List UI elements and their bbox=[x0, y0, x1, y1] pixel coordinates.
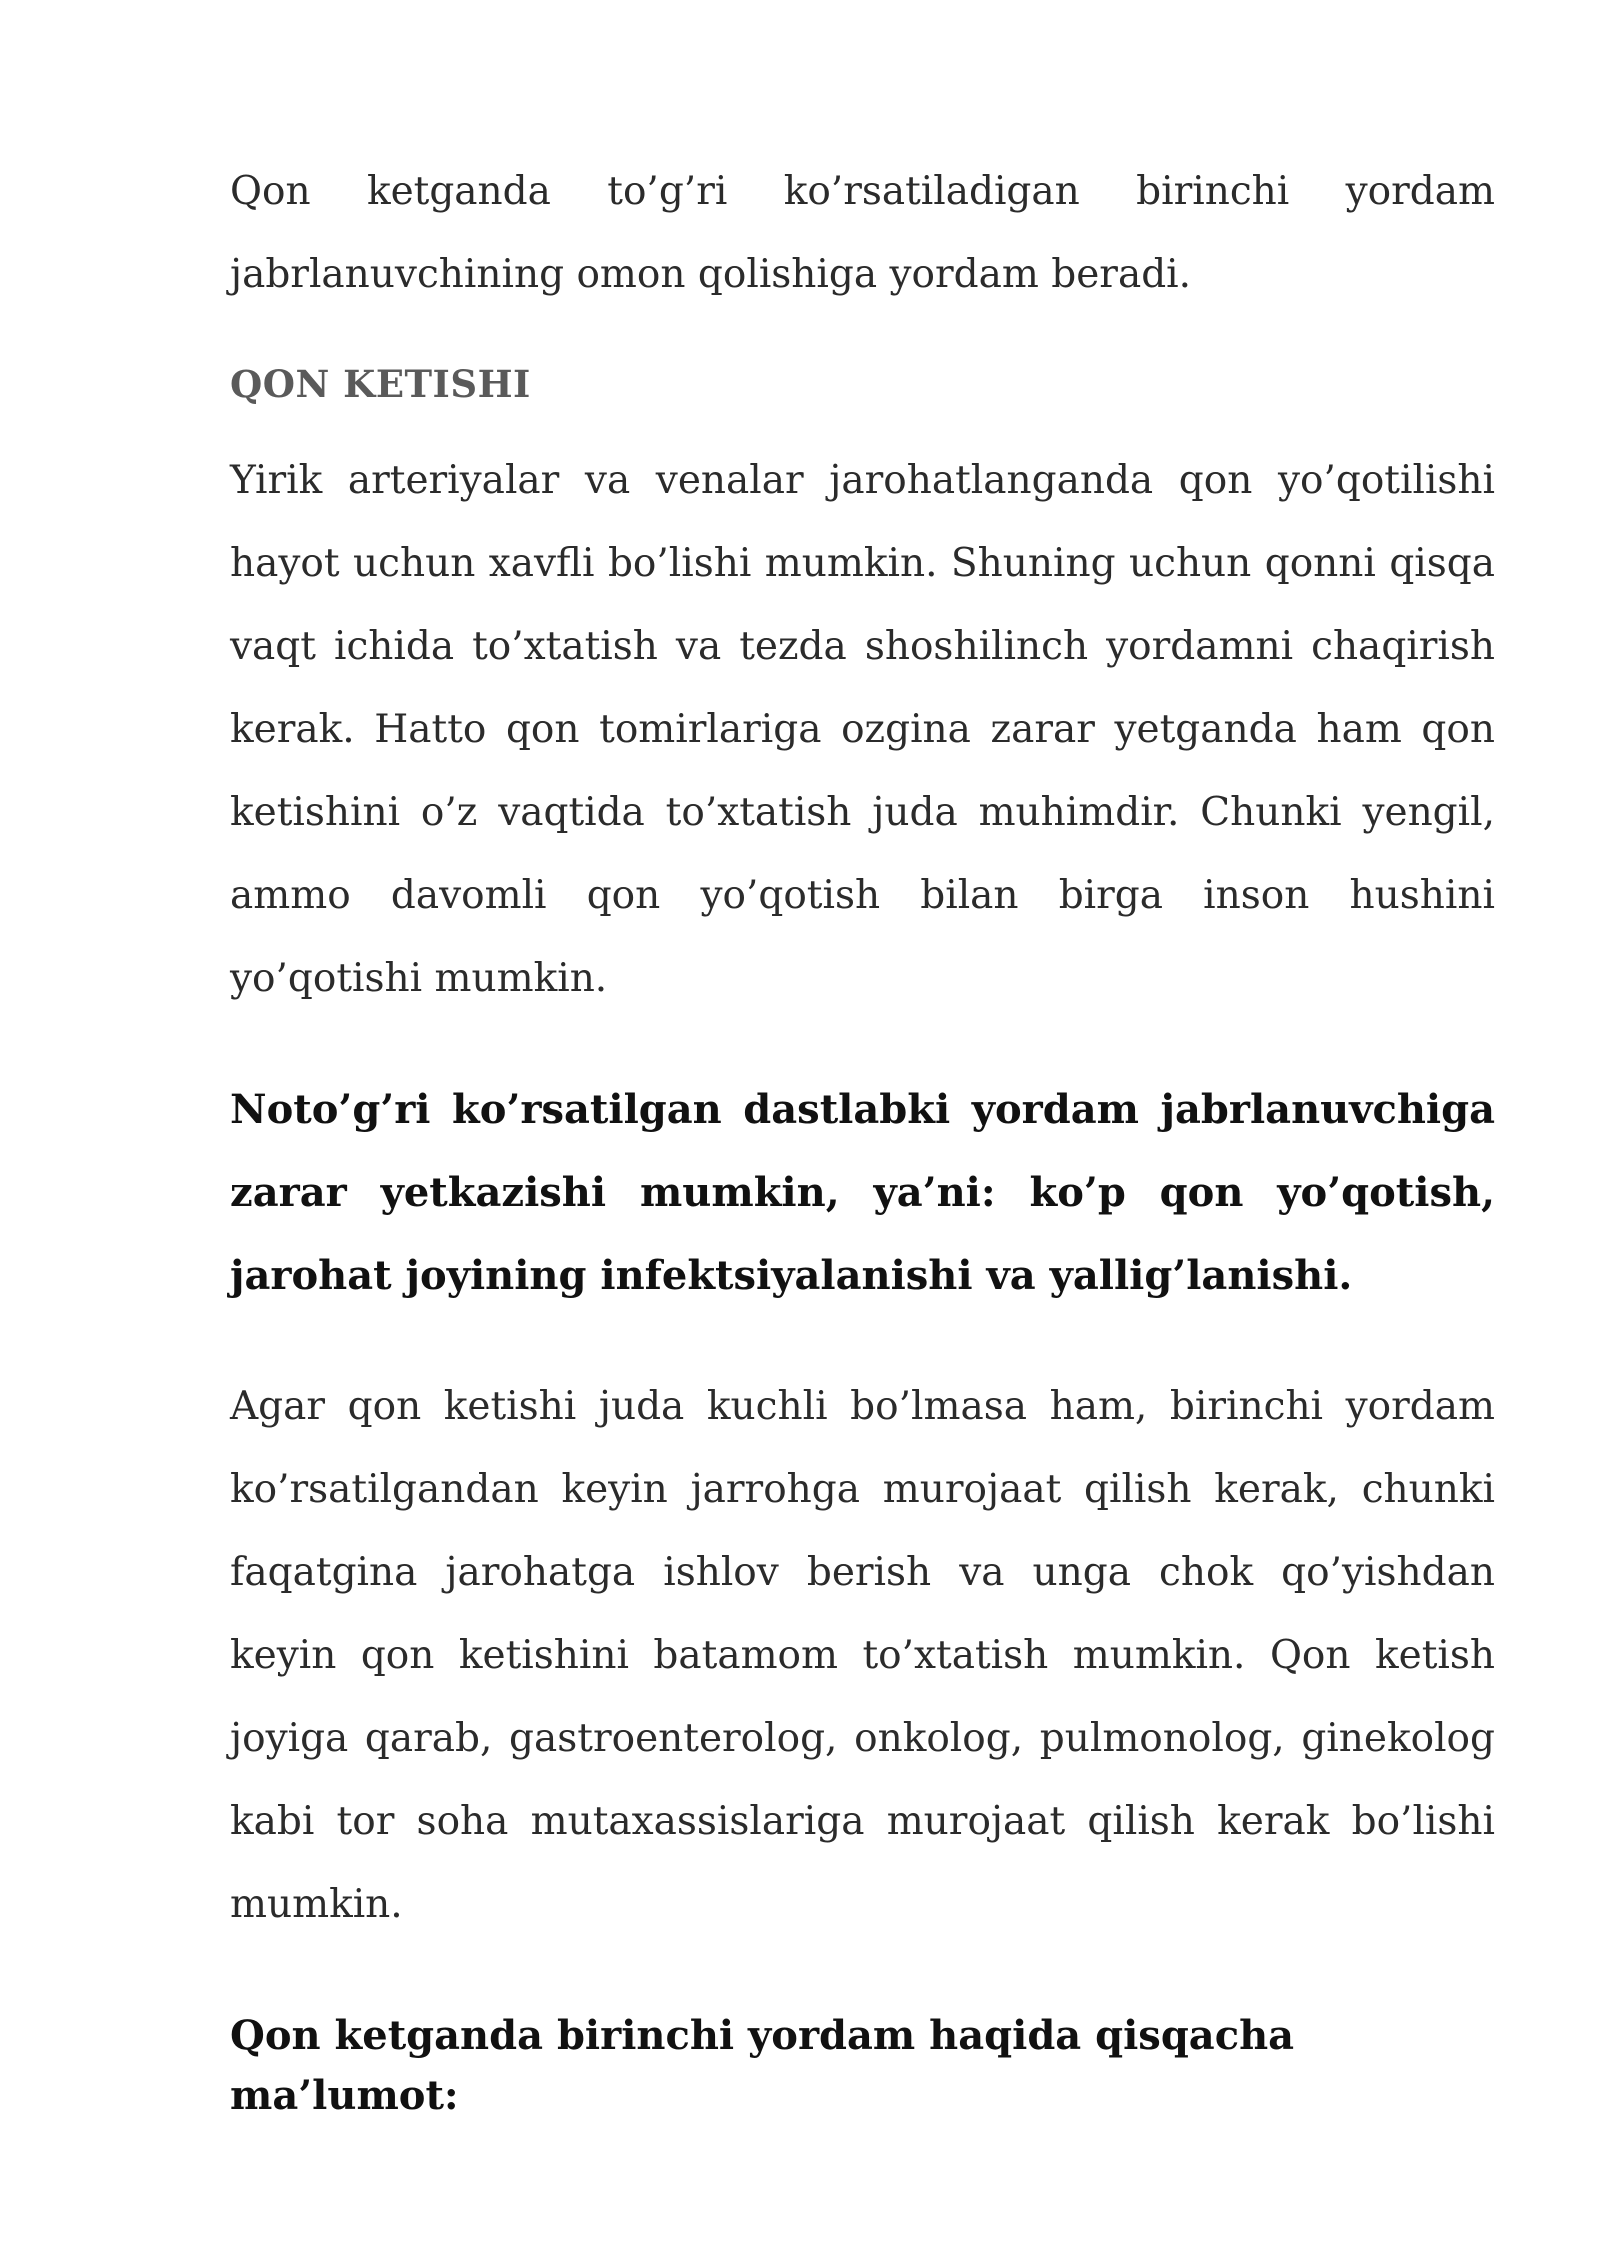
specialists-paragraph: Agar qon ketishi juda kuchli bo’lmasa ham, birinchi yordam ko’rsatilgandan keyin jarrohga murojaat qilish kerak, chunki faqatgina jarohatga ishlov berish va unga chok qo’yishdan keyin qon ketishini batamom to’xtatish mumkin. Qon ketish joyiga qarab, gastroenterolog, onkolog, pulmonolog, ginekolog kabi tor soha mutaxassislariga murojaat qilish kerak bo’lishi mumkin. bbox=[230, 1384, 1495, 1927]
document-page bbox=[230, 150, 1495, 2126]
bold-warning-paragraph: Noto’g’ri ko’rsatilgan dastlabki yordam jabrlanuvchiga zarar yetkazishi mumkin, ya’ni: ko’p qon yo’qotish, jarohat joyining infektsiyalanishi va yallig’lanishi. bbox=[230, 1086, 1495, 1299]
intro-paragraph: Qon ketganda to’g’ri ko’rsatiladigan birinchi yordam jabrlanuvchining omon qolishiga yordam beradi. bbox=[230, 169, 1495, 297]
bleeding-paragraph: Yirik arteriyalar va venalar jarohatlanganda qon yo’qotilishi hayot uchun xavfli bo’lishi mumkin. Shuning uchun qonni qisqa vaqt ichida to’xtatish va tezda shoshilinch yordamni chaqirish kerak. Hatto qon tomirlariga ozgina zarar yetganda ham qon ketishini o’z vaqtida to’xtatish juda muhimdir. Chunki yengil, ammo davomli qon yo’qotish bilan birga inson hushini yo’qotishi mumkin. bbox=[230, 458, 1495, 1001]
summary-heading: Qon ketganda birinchi yordam haqida qisqacha ma’lumot: bbox=[230, 2012, 1295, 2119]
section-heading: QON KETISHI bbox=[230, 362, 531, 406]
